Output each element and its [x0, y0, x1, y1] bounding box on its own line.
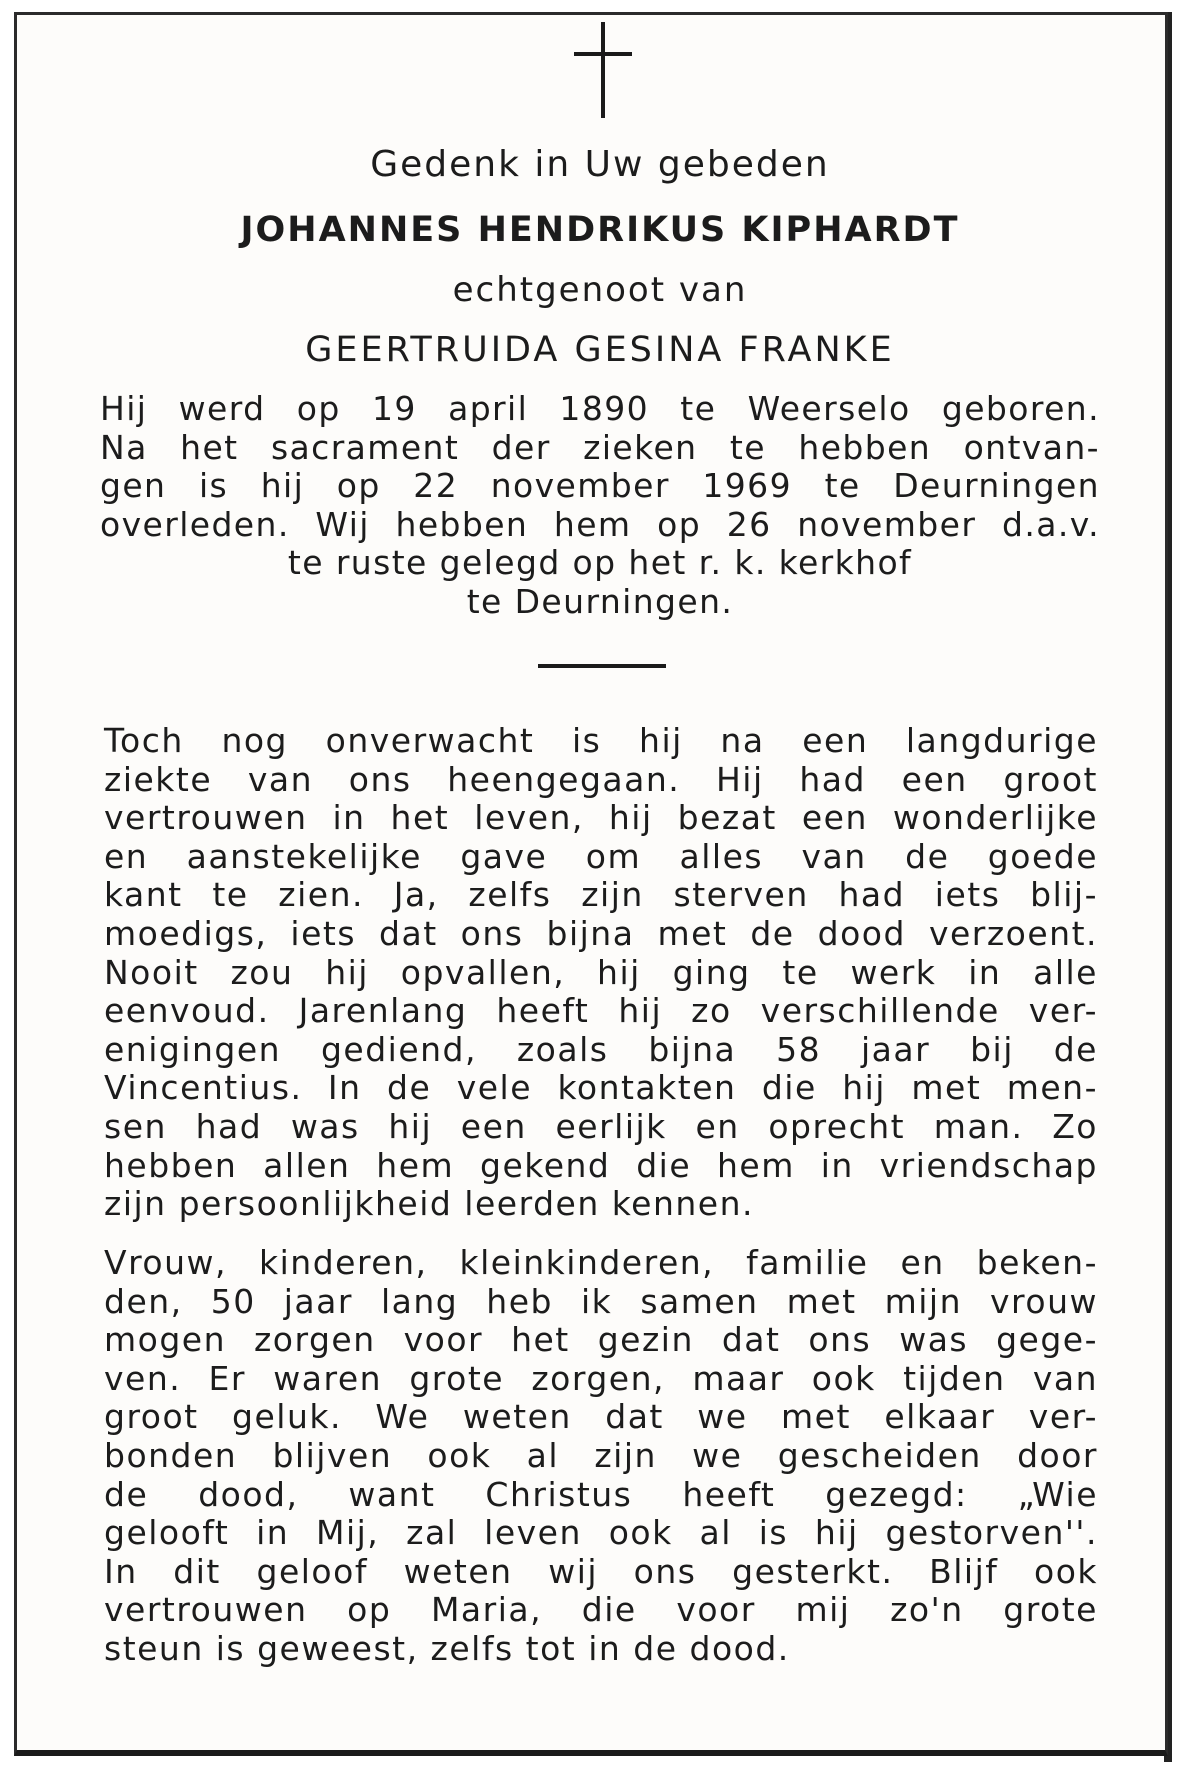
text-line: moedigs, iets dat ons bijna met de dood verzoent. — [104, 913, 1098, 953]
text-line: Vrouw, kinderen, kleinkinderen, familie en beken- — [104, 1243, 1098, 1282]
text-line: In dit geloof weten wij ons gesterkt. Blijf ook — [104, 1551, 1098, 1591]
text-line: vertrouwen in het leven, hij bezat een wonderlijke — [104, 798, 1098, 838]
divider-rule — [538, 664, 666, 668]
text-line: de dood, want Christus heeft gezegd: „Wie — [104, 1474, 1098, 1514]
text-line: gelooft in Mij, zal leven ook al is hij gestorven''. — [104, 1513, 1098, 1553]
text-line: hebben allen hem gekend die hem in vriendschap — [104, 1145, 1098, 1185]
cross-vertical-bar — [601, 22, 605, 118]
text-line: Hij werd op 19 april 1890 te Weerselo geboren. — [100, 389, 1100, 428]
text-line: gen is hij op 22 november 1969 te Deurningen — [100, 466, 1100, 505]
text-line: eenvoud. Jarenlang heeft hij zo verschillende ver- — [104, 991, 1098, 1031]
text-line: Toch nog onverwacht is hij na een langdurige — [104, 721, 1098, 760]
farewell-paragraph — [104, 1244, 1098, 1669]
text-line: mogen zorgen voor het gezin dat ons was gege- — [104, 1320, 1098, 1360]
cross-horizontal-bar — [574, 52, 632, 56]
text-line: den, 50 jaar lang heb ik samen met mijn vrouw — [104, 1281, 1098, 1321]
text-line: te Deurningen. — [466, 581, 734, 621]
text-line: Vincentius. In de vele kontakten die hij met men- — [104, 1068, 1098, 1108]
text-line: Na het sacrament der zieken te hebben ontvan- — [100, 427, 1100, 467]
text-line: ven. Er waren grote zorgen, maar ook tijden van — [104, 1358, 1098, 1398]
tribute-paragraph — [104, 722, 1098, 1224]
text-line: groot geluk. We weten dat we met elkaar ver- — [104, 1397, 1098, 1437]
relation-label: echtgenoot van — [452, 270, 748, 310]
birth-death-text — [100, 390, 1100, 621]
text-line: steun is geweest, zelfs tot in de dood. — [104, 1628, 790, 1668]
latin-cross-icon — [592, 22, 614, 118]
text-line: Nooit zou hij opvallen, hij ging te werk in alle — [104, 952, 1098, 992]
text-line: bonden blijven ook al zijn we gescheiden door — [104, 1435, 1098, 1475]
text-line: sen had was hij een eerlijk en oprecht man. Zo — [104, 1106, 1098, 1146]
text-line: ziekte van ons heengegaan. Hij had een groot — [104, 759, 1098, 799]
text-line: zijn persoonlijkheid leerden kennen. — [104, 1184, 754, 1224]
text-line: overleden. Wij hebben hem op 26 november d.a.v. — [100, 504, 1100, 544]
text-line: enigingen gediend, zoals bijna 58 jaar bij de — [104, 1029, 1098, 1069]
text-line: en aanstekelijke gave om alles van de goede — [104, 836, 1098, 876]
prayer-heading: Gedenk in Uw gebeden — [370, 144, 830, 185]
deceased-name: JOHANNES HENDRIKUS KIPHARDT — [240, 210, 960, 250]
text-line: vertrouwen op Maria, die voor mij zo'n grote — [104, 1590, 1098, 1630]
text-line: te ruste gelegd op het r. k. kerkhof — [287, 543, 913, 582]
spouse-name: GEERTRUIDA GESINA FRANKE — [305, 330, 895, 370]
text-line: kant te zien. Ja, zelfs zijn sterven had iets blij- — [104, 875, 1098, 915]
